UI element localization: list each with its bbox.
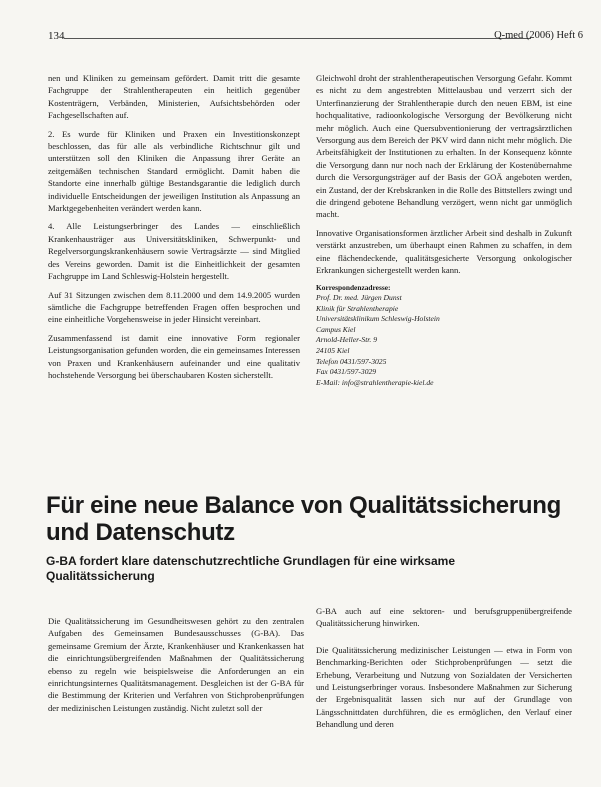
address-line: Campus Kiel: [316, 324, 356, 334]
address-line: Fax 0431/597-3029: [316, 367, 377, 377]
paragraph: Die Qualitätssicherung im Gesundheitswesen gehört zu den zentralen Aufgaben des Gemeinsamen Bundesausschusses (G-BA). Das gemeinsame Gremium der Ärzte, Krankenhäuser und Krankenkassen hat die einrichtungsübergreifenden Maßnahmen der Qualitätssicherung ebenso zu regeln wie beispielsweise die Anforderungen an ein einrichtungsinternes Qualitätsmanagement. Desgleichen ist der G-BA für die Bestimmung der Kriterien und Verfahren von Stichprobenprüfungen der medizinischen Leistungen zuständig. Nicht zuletzt soll der: [48, 616, 304, 713]
address-line: Arnold-Heller-Str. 9: [316, 335, 378, 345]
address-line: Universitätsklinikum Schleswig-Holstein: [316, 314, 440, 324]
column-left-bottom: [48, 615, 304, 720]
correspondence-address: [316, 283, 572, 389]
paragraph-gap: [316, 636, 572, 644]
paragraph: Innovative Organisationsformen ärztlicher Arbeit sind deshalb in Zukunft verstärkt anzustreben, um überhaupt einen Rahmen zu schaffen, in dem eine flächendeckende, qualitätsgesicherte Versorgung onkologischer Erkrankungen sichergestellt werden kann.: [316, 227, 572, 276]
address-line: 24105 Kiel: [316, 346, 350, 356]
address-line: E-Mail: info@strahlentherapie-kiel.de: [316, 377, 434, 387]
paragraph: Zusammenfassend ist damit eine innovative Form regionaler Leistungsorganisation gefunden worden, die ein gemeinsames Interessen von Praxen und Krankenhäusern aufeinander und eine qualitativ hochstehende Versorgung bei überschaubaren Kosten sicherstellt.: [48, 332, 300, 380]
header-rule: [64, 38, 531, 39]
correspondence-label: Korrespondenzadresse:: [316, 282, 391, 292]
article-subheadline: G-BA fordert klare datenschutzrechtliche Grundlagen für eine wirksame Qualitätssicherung: [46, 554, 455, 583]
running-head: Q-med (2006) Heft 6: [494, 30, 583, 41]
address-line: Telefon 0431/597-3025: [316, 356, 387, 366]
paragraph: Die Qualitätssicherung medizinischer Leistungen — etwa in Form von Benchmarking-Berichten oder Stichprobenprüfungen — setzt die Erhebung, Verarbeitung und Nutzung von Sozialdaten der Versicherten und Leistungserbringer voraus. Insbesondere Maßnahmen zur Sicherung der Ergebnisqualität lassen sich nur auf der Grundlage von Längsschnittdaten durchführen, die es ermöglichen, den Verlauf einer Behandlung und deren: [316, 644, 572, 730]
paragraph: Gleichwohl droht der strahlentherapeutischen Versorgung Gefahr. Kommt es nicht zu dem angestrebten Mittelausbau und verzerrt sich der Unterfinanzierung der Strahlentherapie durch den neuen EBM, ist eine hochqualitative, radioonkologische Versorgung der Bevölkerung nicht mehr möglich. Auch eine Quersubventionierung der vertragsärztlichen Versorgung aus dem Bereich der PKV wird dann nicht mehr möglich. Die Arbeitsfähigkeit der Institutionen zu erhalten. In der Konsequenz könnte die Versorgung dann nur noch nach der Erklärung der Kostenübernahme durch die Versorgungsträger auf der Basis der GOÄ angeboten werden, ein Zustand, der der Krebskranken in die Rolle des Bittstellers zwingt und die dringend gebotene Behandlung verzögert, wenn nicht gar unmöglich macht.: [316, 73, 572, 220]
address-line: Prof. Dr. med. Jürgen Dunst: [316, 293, 402, 303]
paragraph: 4. Alle Leistungserbringer des Landes — einschließlich Krankenhausträger aus Universitätskliniken, Schwerpunkt- und Regelversorgungskrankenhäusern sowie Vertragsärzte — sind Mitglied des Vereins geworden. Damit ist die Einheitlichkeit der gesamten Fachgruppe im Land Schleswig-Holstein hergestellt.: [48, 221, 300, 282]
column-right-bottom: [316, 605, 572, 737]
paragraph: 2. Es wurde für Kliniken und Praxen ein Investitionskonzept beschlossen, das für alle als verbindliche Richtschnur gilt und unterstützen soll den Kliniken die Anpassung ihrer Geräte an zeitgemäßen technischen Standard ermöglicht. Damit haben die Standorte eine innerhalb gültige Bestandsgarantie die lediglich durch individuelle Entscheidungen der jeweiligen Institution als Anpassung an Marktgegebenheiten verändert werden kann.: [48, 128, 300, 214]
article-headline: Für eine neue Balance von Qualitätssicherung und Datenschutz: [46, 492, 561, 546]
paragraph: Auf 31 Sitzungen zwischen dem 8.11.2000 und dem 14.9.2005 wurden sämtliche die Fachgruppe betreffenden Fragen offen besprochen und eine einheitliche Vorgehensweise in jeder Hinsicht vereinbart.: [48, 289, 300, 325]
column-right-top: [316, 72, 572, 388]
paragraph: G-BA auch auf eine sektoren- und berufsgruppenübergreifende Qualitätssicherung hinwirken.: [316, 606, 572, 629]
column-left-top: [48, 72, 300, 387]
page-number: 134: [48, 30, 65, 42]
paragraph: nen und Kliniken zu gemeinsam gefördert. Damit tritt die gesamte Fachgruppe der Strahlentherapeuten ein heitlich gegenüber Kostenträgern, Verbänden, Ministerien, Aufsichtsbehörden oder Fachgesellschaften auf.: [48, 73, 300, 121]
address-line: Klinik für Strahlentherapie: [316, 303, 399, 313]
